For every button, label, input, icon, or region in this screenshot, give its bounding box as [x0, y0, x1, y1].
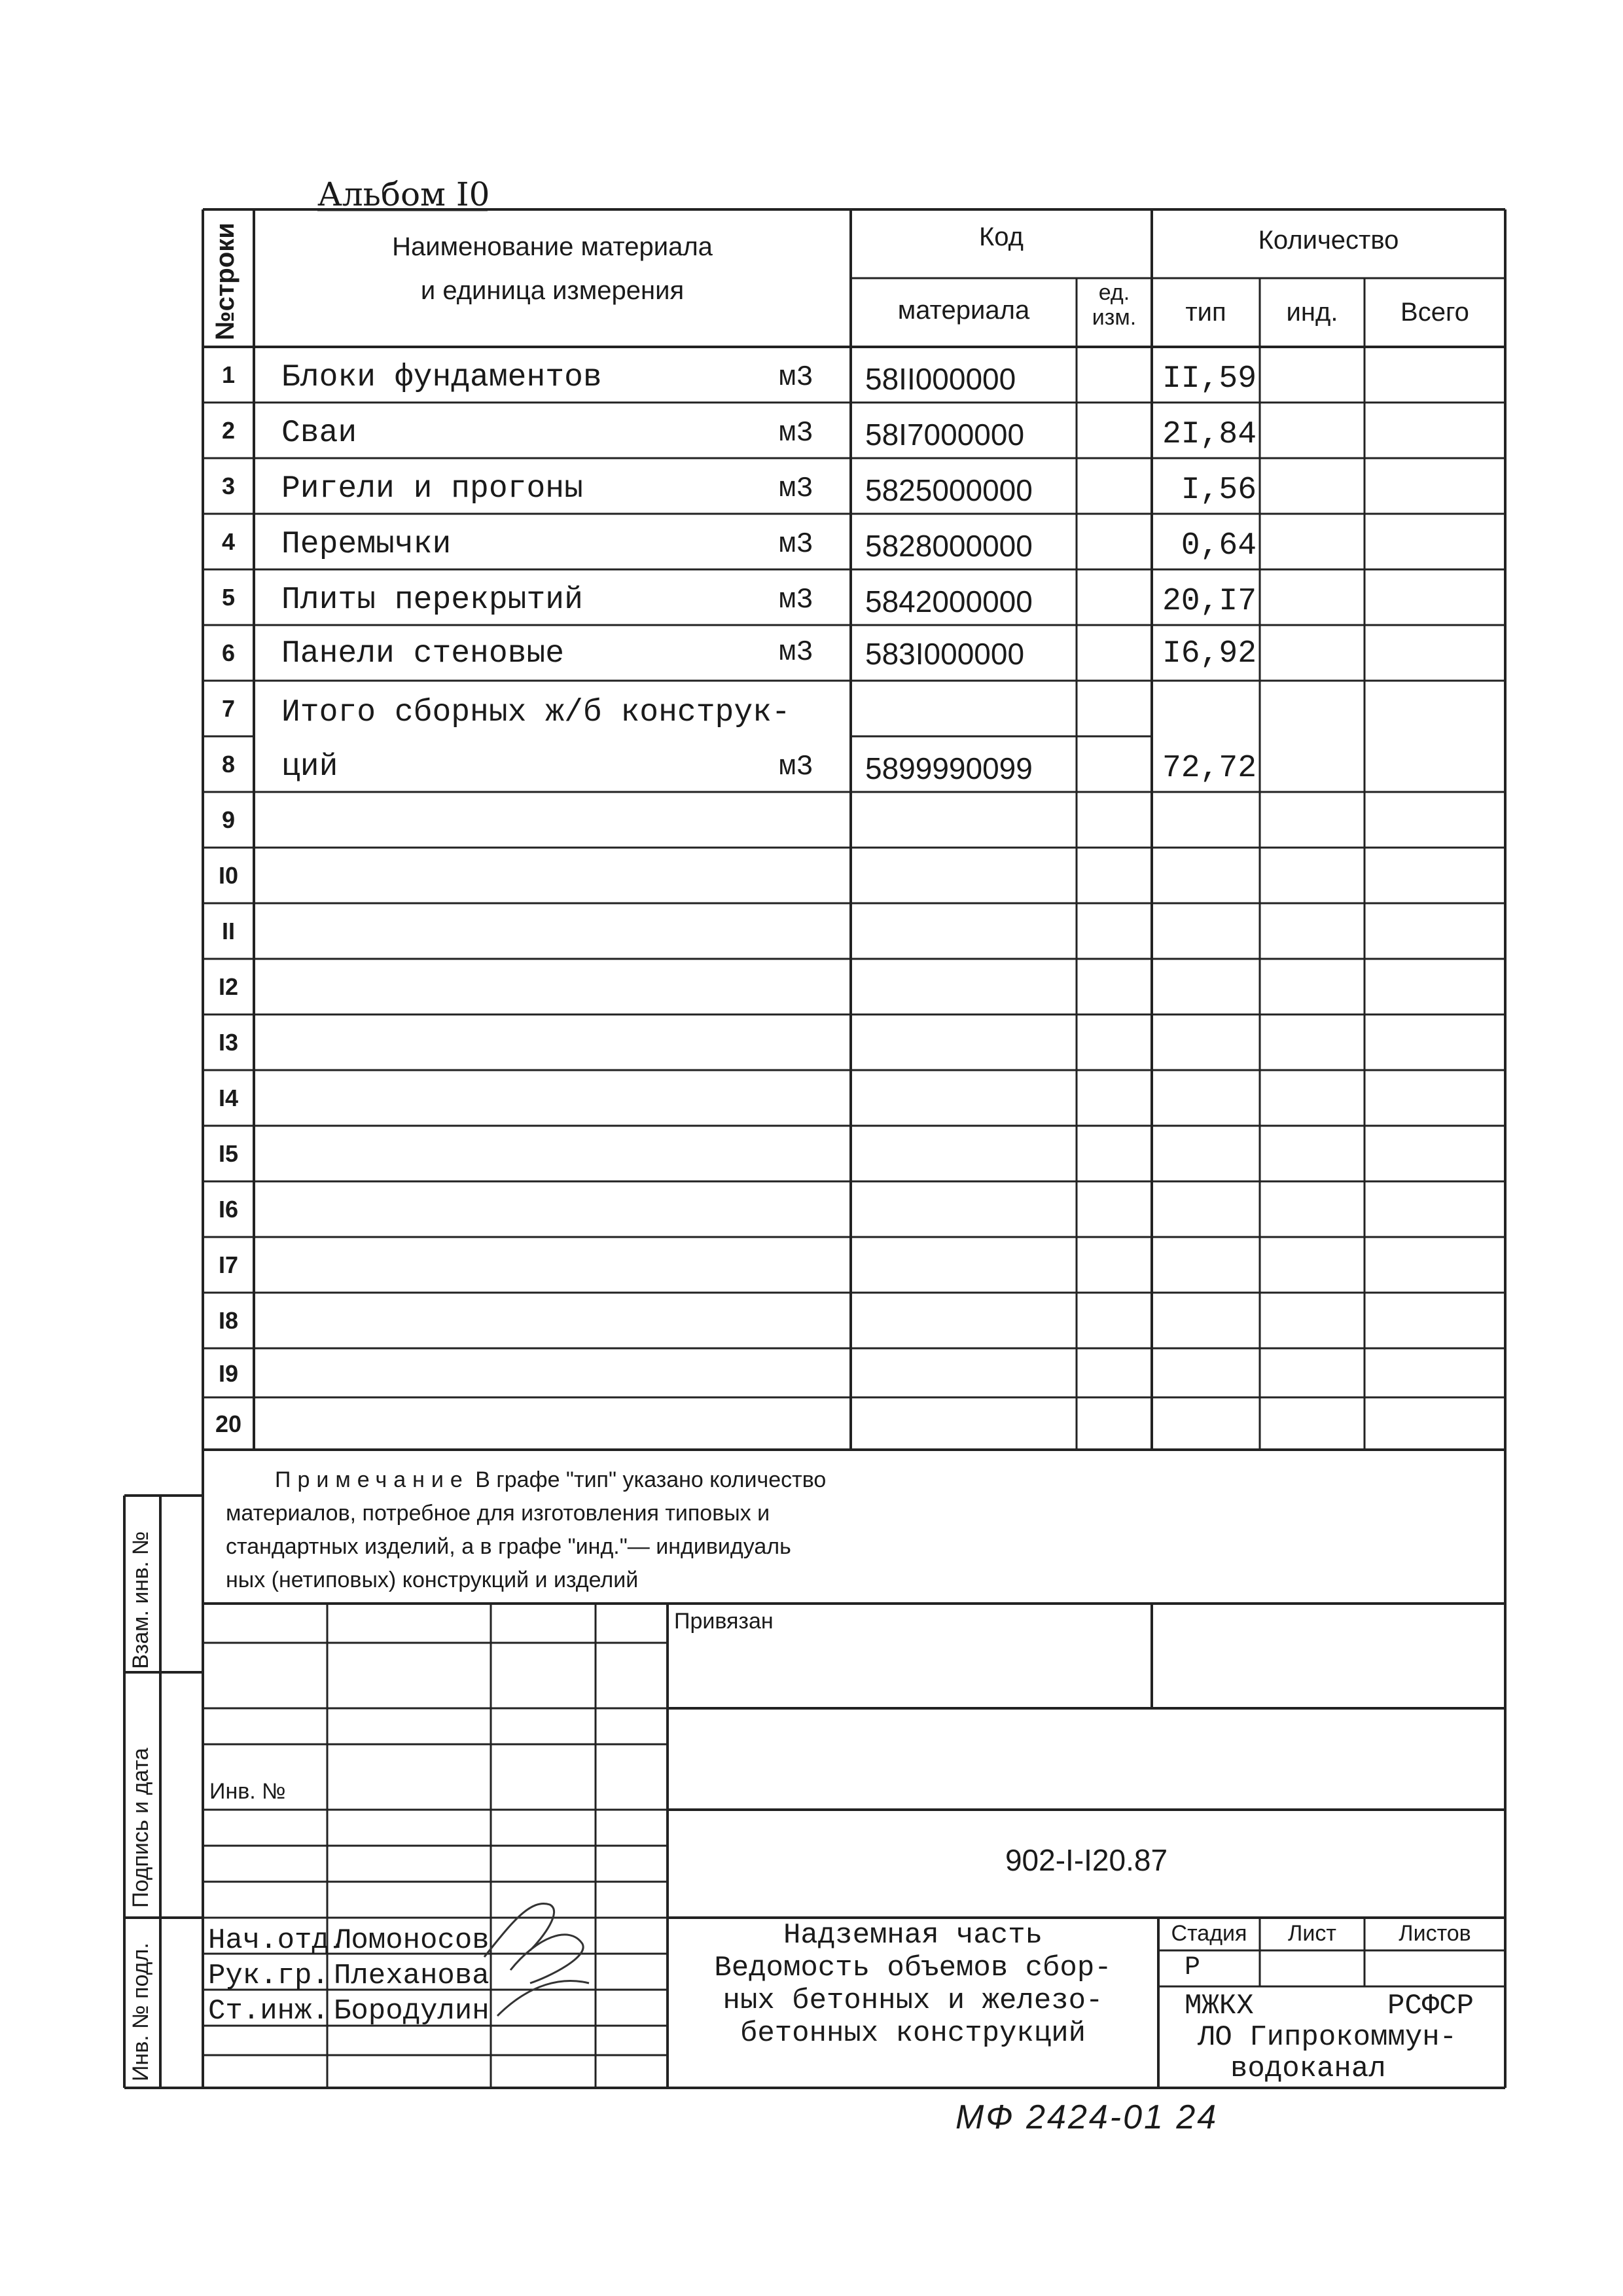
person-role: Ст.инж.: [208, 1995, 329, 2028]
qty-type: 20,I7: [1162, 584, 1257, 619]
unit: м3: [779, 584, 813, 617]
row-number: 4: [221, 528, 236, 555]
row-number: I0: [218, 862, 239, 889]
qty-type: 0,64: [1181, 528, 1257, 564]
row-number: I7: [218, 1251, 239, 1278]
code-material-header: материала: [897, 296, 1030, 325]
sheets-label: Листов: [1399, 1921, 1471, 1946]
row-number: 20: [215, 1410, 242, 1437]
row-number: I5: [218, 1140, 239, 1167]
unit: м3: [779, 636, 813, 669]
row-number-header: №строки: [211, 223, 240, 340]
material-name: Сваи: [281, 416, 357, 451]
material-code: 5828000000: [865, 529, 1033, 563]
person-name: Ломоносов: [334, 1924, 490, 1957]
unit: м3: [779, 473, 813, 505]
material-name: Перемычки: [281, 527, 452, 562]
org-line2: РСФСР: [1387, 1990, 1474, 2022]
material-code: 583I000000: [865, 637, 1025, 671]
unit: м3: [779, 751, 813, 783]
note-text: В графе "тип" указано количество: [475, 1467, 827, 1492]
qty-type: I,56: [1181, 473, 1257, 508]
row-number: 6: [221, 639, 236, 666]
note-label: Примечание: [275, 1467, 469, 1492]
album-title: Альбом I0: [317, 175, 490, 213]
material-name: Блоки фундаментов: [281, 360, 602, 395]
person-name: Плеханова: [334, 1960, 490, 1992]
qty-ind-header: инд.: [1286, 298, 1338, 327]
note-line4: ных (нетиповых) конструкций и изделий: [226, 1568, 639, 1592]
code-header: Код: [978, 223, 1024, 251]
row-number: 9: [221, 806, 236, 833]
material-name: Итого сборных ж/б конструк-: [281, 695, 791, 730]
stage-label: Стадия: [1171, 1921, 1247, 1946]
code-unit-header: ед. изм.: [1092, 280, 1137, 330]
material-code: 5899990099: [865, 751, 1033, 785]
row-number: I8: [218, 1307, 239, 1334]
material-code: 5825000000: [865, 473, 1033, 507]
row-number: 7: [221, 695, 236, 722]
stage-value: Р: [1185, 1953, 1201, 1982]
footer-code: МФ 2424-01 24: [955, 2098, 1219, 2136]
qty-type: II,59: [1162, 361, 1257, 397]
qty-type: I6,92: [1162, 636, 1257, 672]
replace-inventory-label: Взам. инв. №: [128, 1531, 153, 1669]
album-underline: [317, 208, 488, 212]
qty-type-header: тип: [1185, 298, 1226, 327]
signature-scribbles: [471, 1885, 602, 2042]
qty-total-header: Всего: [1400, 298, 1469, 327]
row-number: 8: [221, 751, 236, 778]
quantity-header: Количество: [1258, 226, 1399, 255]
row-number: 2: [221, 417, 236, 444]
material-name: ций: [281, 749, 338, 785]
row-number: 1: [221, 361, 236, 388]
sheet-label: Лист: [1288, 1921, 1336, 1946]
org-line3: ЛО Гипрокоммун-: [1198, 2021, 1457, 2054]
inventory-number-label: Инв. №: [209, 1779, 286, 1804]
sheet-title-line1: Надземная часть: [783, 1919, 1043, 1952]
name-header-line1: Наименование материала: [392, 232, 713, 261]
privyazan-label: Привязан: [674, 1609, 774, 1634]
unit: м3: [779, 361, 813, 394]
qty-type: 72,72: [1162, 751, 1257, 786]
note-line1: [275, 1467, 826, 1493]
row-number: I3: [218, 1029, 239, 1056]
inventory-original-label: Инв. № подл.: [128, 1943, 153, 2081]
sheet-title-line3: ных бетонных и железо-: [722, 1984, 1103, 2017]
row-number: I4: [218, 1085, 239, 1111]
row-number: I6: [218, 1196, 239, 1223]
material-name: Плиты перекрытий: [281, 583, 583, 618]
name-header-line2: и единица измерения: [420, 276, 685, 305]
row-number: I2: [218, 973, 239, 1000]
person-role: Нач.отд.: [208, 1924, 347, 1957]
org-line4: водоканал: [1230, 2053, 1386, 2085]
row-number: II: [221, 918, 235, 944]
material-code: 58I7000000: [865, 418, 1025, 452]
qty-type: 2I,84: [1162, 417, 1257, 452]
sheet-title-line4: бетонных конструкций: [740, 2017, 1086, 2050]
unit: м3: [779, 528, 813, 561]
note-line3: стандартных изделий, а в графе "инд."— индивидуаль: [226, 1534, 791, 1559]
org-line1: МЖКХ: [1185, 1990, 1254, 2022]
note-line2: материалов, потребное для изготовления типовых и: [226, 1501, 770, 1526]
row-number: I9: [218, 1360, 239, 1387]
material-code: 5842000000: [865, 584, 1033, 619]
unit: м3: [779, 417, 813, 450]
material-name: Ригели и прогоны: [281, 471, 583, 507]
row-number: 5: [221, 584, 236, 611]
row-number: 3: [221, 473, 236, 499]
person-name: Бородулин: [334, 1995, 490, 2028]
document-code: 902-I-I20.87: [1005, 1843, 1168, 1877]
signature-date-label: Подпись и дата: [128, 1748, 153, 1908]
sheet-title-line2: Ведомость объемов сбор-: [714, 1952, 1112, 1984]
material-name: Панели стеновые: [281, 636, 565, 672]
person-role: Рук.гр.: [208, 1960, 329, 1992]
material-code: 58II000000: [865, 362, 1016, 396]
